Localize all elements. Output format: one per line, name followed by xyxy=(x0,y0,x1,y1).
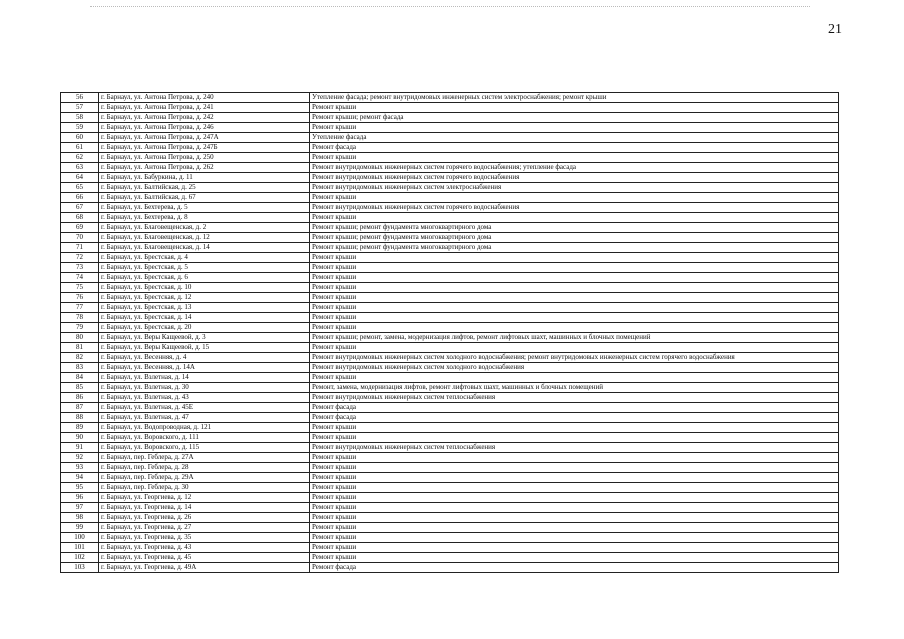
address-cell: г. Барнаул, ул. Балтийская, д. 67 xyxy=(99,193,310,203)
row-number-cell: 86 xyxy=(61,393,99,403)
row-number-cell: 72 xyxy=(61,253,99,263)
table-row xyxy=(61,443,839,453)
works-cell: Утепление фасада; ремонт внутридомовых инженерных систем электроснабжения; ремонт крыши xyxy=(310,93,839,103)
works-cell: Ремонт крыши xyxy=(310,193,839,203)
works-cell: Ремонт крыши xyxy=(310,553,839,563)
table-row xyxy=(61,413,839,423)
table-row xyxy=(61,403,839,413)
works-cell: Ремонт крыши xyxy=(310,213,839,223)
table-row xyxy=(61,453,839,463)
address-cell: г. Барнаул, ул. Брестская, д. 6 xyxy=(99,273,310,283)
works-cell: Ремонт крыши xyxy=(310,423,839,433)
works-cell: Ремонт внутридомовых инженерных систем горячего водоснабжения xyxy=(310,173,839,183)
address-cell: г. Барнаул, ул. Георгиева, д. 45 xyxy=(99,553,310,563)
row-number-cell: 100 xyxy=(61,533,99,543)
address-cell: г. Барнаул, ул. Бехтерева, д. 8 xyxy=(99,213,310,223)
works-cell: Ремонт крыши xyxy=(310,283,839,293)
works-cell: Ремонт крыши xyxy=(310,503,839,513)
address-cell: г. Барнаул, ул. Взлетная, д. 43 xyxy=(99,393,310,403)
works-cell: Ремонт крыши xyxy=(310,303,839,313)
row-number-cell: 84 xyxy=(61,373,99,383)
table-row xyxy=(61,523,839,533)
works-cell: Ремонт крыши xyxy=(310,373,839,383)
address-cell: г. Барнаул, ул. Антона Петрова, д. 242 xyxy=(99,113,310,123)
table-row xyxy=(61,113,839,123)
address-cell: г. Барнаул, ул. Брестская, д. 5 xyxy=(99,263,310,273)
address-cell: г. Барнаул, ул. Георгиева, д. 43 xyxy=(99,543,310,553)
works-cell: Ремонт фасада xyxy=(310,143,839,153)
table-row xyxy=(61,203,839,213)
table-row xyxy=(61,383,839,393)
table-row xyxy=(61,483,839,493)
works-cell: Ремонт крыши xyxy=(310,463,839,473)
works-cell: Ремонт крыши; ремонт фундамента многоквартирного дома xyxy=(310,223,839,233)
row-number-cell: 73 xyxy=(61,263,99,273)
address-cell: г. Барнаул, ул. Воровского, д. 115 xyxy=(99,443,310,453)
works-cell: Ремонт внутридомовых инженерных систем электроснабжения xyxy=(310,183,839,193)
row-number-cell: 81 xyxy=(61,343,99,353)
row-number-cell: 68 xyxy=(61,213,99,223)
row-number-cell: 96 xyxy=(61,493,99,503)
row-number-cell: 89 xyxy=(61,423,99,433)
row-number-cell: 60 xyxy=(61,133,99,143)
table-row xyxy=(61,153,839,163)
works-cell: Ремонт крыши xyxy=(310,473,839,483)
works-cell: Ремонт, замена, модернизация лифтов, ремонт лифтовых шахт, машинных и блочных помещений xyxy=(310,383,839,393)
table-row xyxy=(61,313,839,323)
table-row xyxy=(61,173,839,183)
table-row xyxy=(61,163,839,173)
address-cell: г. Барнаул, ул. Благовещенская, д. 2 xyxy=(99,223,310,233)
address-cell: г. Барнаул, ул. Брестская, д. 20 xyxy=(99,323,310,333)
works-cell: Ремонт крыши xyxy=(310,523,839,533)
row-number-cell: 101 xyxy=(61,543,99,553)
works-cell: Ремонт внутридомовых инженерных систем холодного водоснабжения xyxy=(310,363,839,373)
address-cell: г. Барнаул, ул. Благовещенская, д. 14 xyxy=(99,243,310,253)
row-number-cell: 70 xyxy=(61,233,99,243)
table-row xyxy=(61,553,839,563)
row-number-cell: 87 xyxy=(61,403,99,413)
works-cell: Ремонт внутридомовых инженерных систем горячего водоснабжения xyxy=(310,203,839,213)
address-cell: г. Барнаул, ул. Весенняя, д. 4 xyxy=(99,353,310,363)
table-row xyxy=(61,563,839,573)
works-cell: Ремонт крыши xyxy=(310,493,839,503)
address-cell: г. Барнаул, ул. Антона Петрова, д. 247А xyxy=(99,133,310,143)
table-row xyxy=(61,123,839,133)
row-number-cell: 99 xyxy=(61,523,99,533)
table-row xyxy=(61,433,839,443)
row-number-cell: 102 xyxy=(61,553,99,563)
works-cell: Ремонт фасада xyxy=(310,563,839,573)
address-cell: г. Барнаул, ул. Брестская, д. 4 xyxy=(99,253,310,263)
row-number-cell: 76 xyxy=(61,293,99,303)
scan-top-edge xyxy=(90,6,810,7)
table-row xyxy=(61,363,839,373)
works-cell: Ремонт крыши xyxy=(310,273,839,283)
table-row xyxy=(61,253,839,263)
table-row xyxy=(61,493,839,503)
table-row xyxy=(61,513,839,523)
table-row xyxy=(61,213,839,223)
row-number-cell: 69 xyxy=(61,223,99,233)
address-cell: г. Барнаул, ул. Брестская, д. 13 xyxy=(99,303,310,313)
table-row xyxy=(61,243,839,253)
address-cell: г. Барнаул, ул. Взлетная, д. 45Е xyxy=(99,403,310,413)
works-cell: Ремонт крыши xyxy=(310,453,839,463)
works-cell: Ремонт крыши xyxy=(310,313,839,323)
row-number-cell: 93 xyxy=(61,463,99,473)
address-cell: г. Барнаул, ул. Антона Петрова, д. 262 xyxy=(99,163,310,173)
row-number-cell: 59 xyxy=(61,123,99,133)
table-row xyxy=(61,353,839,363)
row-number-cell: 77 xyxy=(61,303,99,313)
page-number: 21 xyxy=(828,22,842,37)
table-row xyxy=(61,133,839,143)
table-row xyxy=(61,423,839,433)
address-cell: г. Барнаул, ул. Водопроводная, д. 121 xyxy=(99,423,310,433)
row-number-cell: 65 xyxy=(61,183,99,193)
row-number-cell: 90 xyxy=(61,433,99,443)
works-cell: Ремонт фасада xyxy=(310,413,839,423)
row-number-cell: 58 xyxy=(61,113,99,123)
address-cell: г. Барнаул, пер. Геблера, д. 29А xyxy=(99,473,310,483)
address-cell: г. Барнаул, ул. Георгиева, д. 12 xyxy=(99,493,310,503)
table-row xyxy=(61,343,839,353)
table-row xyxy=(61,143,839,153)
table-row xyxy=(61,103,839,113)
row-number-cell: 91 xyxy=(61,443,99,453)
row-number-cell: 62 xyxy=(61,153,99,163)
table-row xyxy=(61,543,839,553)
address-cell: г. Барнаул, ул. Брестская, д. 10 xyxy=(99,283,310,293)
address-cell: г. Барнаул, ул. Бехтерева, д. 5 xyxy=(99,203,310,213)
works-cell: Ремонт фасада xyxy=(310,403,839,413)
row-number-cell: 82 xyxy=(61,353,99,363)
address-cell: г. Барнаул, ул. Веры Кащеевой, д. 15 xyxy=(99,343,310,353)
table-row xyxy=(61,193,839,203)
address-cell: г. Барнаул, ул. Антона Петрова, д. 241 xyxy=(99,103,310,113)
works-cell: Ремонт крыши xyxy=(310,103,839,113)
works-cell: Ремонт внутридомовых инженерных систем теплоснабжения xyxy=(310,443,839,453)
works-cell: Ремонт внутридомовых инженерных систем холодного водоснабжения; ремонт внутридомовых инженерных систем горячего водоснабжения xyxy=(310,353,839,363)
row-number-cell: 88 xyxy=(61,413,99,423)
table-row xyxy=(61,93,839,103)
address-cell: г. Барнаул, ул. Весенняя, д. 14А xyxy=(99,363,310,373)
works-cell: Ремонт крыши xyxy=(310,253,839,263)
row-number-cell: 63 xyxy=(61,163,99,173)
table-row xyxy=(61,273,839,283)
address-cell: г. Барнаул, ул. Георгиева, д. 49А xyxy=(99,563,310,573)
row-number-cell: 57 xyxy=(61,103,99,113)
address-cell: г. Барнаул, ул. Антона Петрова, д. 250 xyxy=(99,153,310,163)
row-number-cell: 95 xyxy=(61,483,99,493)
table-row xyxy=(61,183,839,193)
works-cell: Ремонт крыши; ремонт, замена, модернизация лифтов, ремонт лифтовых шахт, машинных и блочных помещений xyxy=(310,333,839,343)
row-number-cell: 98 xyxy=(61,513,99,523)
address-cell: г. Барнаул, ул. Георгиева, д. 35 xyxy=(99,533,310,543)
address-cell: г. Барнаул, пер. Геблера, д. 30 xyxy=(99,483,310,493)
works-cell: Ремонт крыши xyxy=(310,343,839,353)
works-cell: Ремонт крыши xyxy=(310,123,839,133)
row-number-cell: 97 xyxy=(61,503,99,513)
works-cell: Ремонт крыши xyxy=(310,483,839,493)
works-cell: Ремонт крыши xyxy=(310,323,839,333)
address-cell: г. Барнаул, ул. Взлетная, д. 47 xyxy=(99,413,310,423)
works-cell: Ремонт крыши xyxy=(310,293,839,303)
table-body xyxy=(61,93,839,573)
address-cell: г. Барнаул, ул. Антона Петрова, д. 240 xyxy=(99,93,310,103)
works-cell: Ремонт крыши xyxy=(310,543,839,553)
table-row xyxy=(61,533,839,543)
table-row xyxy=(61,303,839,313)
works-cell: Ремонт крыши; ремонт фундамента многоквартирного дома xyxy=(310,233,839,243)
address-cell: г. Барнаул, ул. Бабуркина, д. 11 xyxy=(99,173,310,183)
address-cell: г. Барнаул, ул. Благовещенская, д. 12 xyxy=(99,233,310,243)
row-number-cell: 83 xyxy=(61,363,99,373)
address-cell: г. Барнаул, ул. Брестская, д. 12 xyxy=(99,293,310,303)
works-cell: Ремонт крыши xyxy=(310,513,839,523)
table-row xyxy=(61,263,839,273)
row-number-cell: 67 xyxy=(61,203,99,213)
table-row xyxy=(61,463,839,473)
works-cell: Ремонт крыши xyxy=(310,533,839,543)
table-row xyxy=(61,293,839,303)
table-row xyxy=(61,473,839,483)
row-number-cell: 79 xyxy=(61,323,99,333)
table-row xyxy=(61,323,839,333)
works-cell: Ремонт внутридомовых инженерных систем теплоснабжения xyxy=(310,393,839,403)
row-number-cell: 103 xyxy=(61,563,99,573)
row-number-cell: 85 xyxy=(61,383,99,393)
row-number-cell: 64 xyxy=(61,173,99,183)
row-number-cell: 74 xyxy=(61,273,99,283)
works-cell: Ремонт крыши xyxy=(310,433,839,443)
address-cell: г. Барнаул, ул. Веры Кащеевой, д. 3 xyxy=(99,333,310,343)
repair-works-table xyxy=(60,92,839,573)
address-cell: г. Барнаул, пер. Геблера, д. 27А xyxy=(99,453,310,463)
table-row xyxy=(61,373,839,383)
works-cell: Ремонт внутридомовых инженерных систем горячего водоснабжения; утепление фасада xyxy=(310,163,839,173)
works-cell: Ремонт крыши xyxy=(310,263,839,273)
address-cell: г. Барнаул, ул. Георгиева, д. 14 xyxy=(99,503,310,513)
row-number-cell: 80 xyxy=(61,333,99,343)
works-cell: Утепление фасада xyxy=(310,133,839,143)
address-cell: г. Барнаул, ул. Брестская, д. 14 xyxy=(99,313,310,323)
works-cell: Ремонт крыши; ремонт фасада xyxy=(310,113,839,123)
row-number-cell: 61 xyxy=(61,143,99,153)
table-row xyxy=(61,503,839,513)
table-row xyxy=(61,233,839,243)
row-number-cell: 75 xyxy=(61,283,99,293)
address-cell: г. Барнаул, ул. Георгиева, д. 26 xyxy=(99,513,310,523)
row-number-cell: 71 xyxy=(61,243,99,253)
address-cell: г. Барнаул, ул. Взлетная, д. 14 xyxy=(99,373,310,383)
row-number-cell: 78 xyxy=(61,313,99,323)
table-row xyxy=(61,223,839,233)
address-cell: г. Барнаул, ул. Взлетная, д. 30 xyxy=(99,383,310,393)
row-number-cell: 92 xyxy=(61,453,99,463)
row-number-cell: 66 xyxy=(61,193,99,203)
table-row xyxy=(61,393,839,403)
address-cell: г. Барнаул, ул. Антона Петрова, д. 247Б xyxy=(99,143,310,153)
address-cell: г. Барнаул, пер. Геблера, д. 28 xyxy=(99,463,310,473)
table-row xyxy=(61,333,839,343)
table-row xyxy=(61,283,839,293)
works-cell: Ремонт крыши xyxy=(310,153,839,163)
address-cell: г. Барнаул, ул. Воровского, д. 111 xyxy=(99,433,310,443)
row-number-cell: 94 xyxy=(61,473,99,483)
address-cell: г. Барнаул, ул. Балтийская, д. 25 xyxy=(99,183,310,193)
row-number-cell: 56 xyxy=(61,93,99,103)
address-cell: г. Барнаул, ул. Антона Петрова, д. 246 xyxy=(99,123,310,133)
works-cell: Ремонт крыши; ремонт фундамента многоквартирного дома xyxy=(310,243,839,253)
address-cell: г. Барнаул, ул. Георгиева, д. 27 xyxy=(99,523,310,533)
